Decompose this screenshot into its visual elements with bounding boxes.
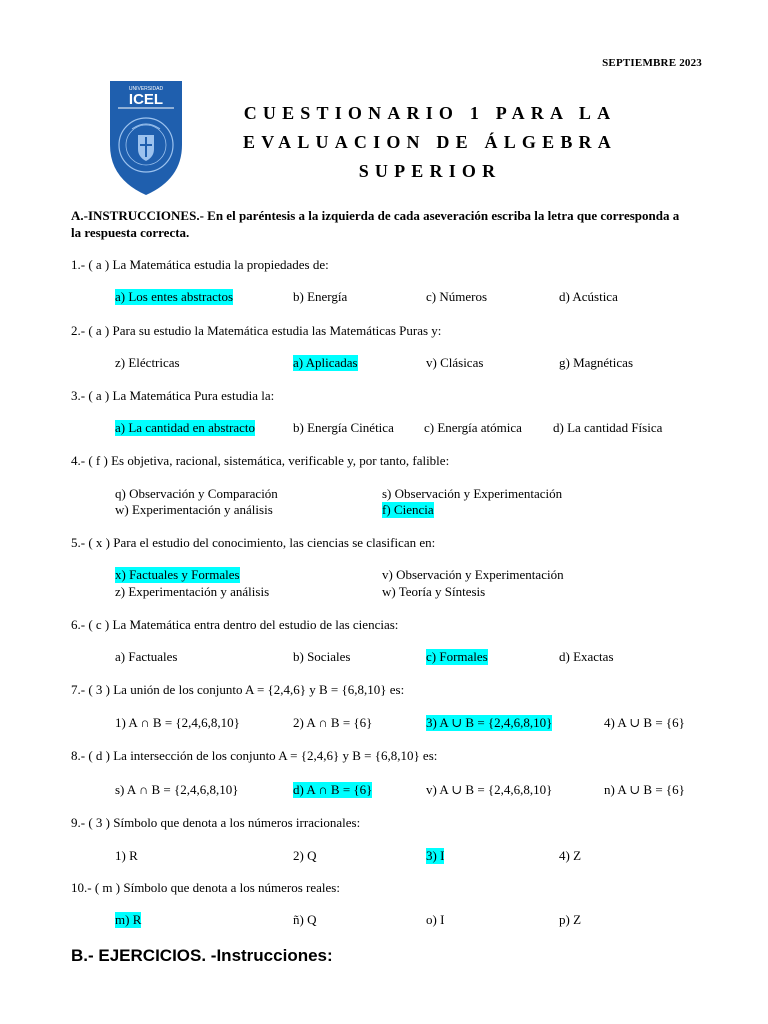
question-2: 2.- ( a ) Para su estudio la Matemática estudia las Matemáticas Puras y: <box>71 323 442 338</box>
question-8: 8.- ( d ) La intersección de los conjunto A = {2,4,6} y B = {6,8,10} es: <box>71 748 438 763</box>
option-3c: c) Energía atómica <box>424 420 522 435</box>
option-6b: b) Sociales <box>293 649 351 664</box>
title-line-2: EVALUACION DE ÁLGEBRA <box>243 132 617 152</box>
option-6d: d) Exactas <box>559 649 614 664</box>
option-5b: v) Observación y Experimentación <box>382 567 564 582</box>
option-1c: c) Números <box>426 289 488 304</box>
icel-logo <box>108 79 184 197</box>
option-10a: m) R <box>115 912 142 927</box>
option-6c: c) Formales <box>426 649 488 664</box>
option-5a: x) Factuales y Formales <box>115 567 240 582</box>
question-7: 7.- ( 3 ) La unión de los conjunto A = {2,4,6} y B = {6,8,10} es: <box>71 682 405 697</box>
option-8c: v) A ∪ B = {2,4,6,8,10} <box>426 782 553 797</box>
option-9a: 1) R <box>115 848 138 863</box>
option-2b: a) Aplicadas <box>293 355 358 370</box>
option-8a: s) A ∩ B = {2,4,6,8,10} <box>115 782 239 797</box>
question-10: 10.- ( m ) Símbolo que denota a los números reales: <box>71 880 340 895</box>
option-9d: 4) Z <box>559 848 582 863</box>
option-2c: v) Clásicas <box>426 355 484 370</box>
option-8d: n) A ∪ B = {6} <box>604 782 685 797</box>
option-3a: a) La cantidad en abstracto <box>115 420 256 435</box>
option-3d: d) La cantidad Física <box>553 420 663 435</box>
question-4: 4.- ( f ) Es objetiva, racional, sistemática, verificable y, por tanto, falible: <box>71 453 450 468</box>
option-2d: g) Magnéticas <box>559 355 634 370</box>
question-5: 5.- ( x ) Para el estudio del conocimiento, las ciencias se clasifican en: <box>71 535 436 550</box>
option-6a: a) Factuales <box>115 649 178 664</box>
option-2a: z) Eléctricas <box>115 355 180 370</box>
question-1: 1.- ( a ) La Matemática estudia la propiedades de: <box>71 257 329 272</box>
option-7b: 2) A ∩ B = {6} <box>293 715 373 730</box>
question-9: 9.- ( 3 ) Símbolo que denota a los números irracionales: <box>71 815 361 830</box>
option-4b: s) Observación y Experimentación <box>382 486 563 501</box>
instructions: A.-INSTRUCCIONES.- En el paréntesis a la izquierda de cada aseveración escriba la letra que corresponda a la respuesta correcta. <box>71 208 680 240</box>
option-10b: ñ) Q <box>293 912 317 927</box>
option-7c: 3) A ∪ B = {2,4,6,8,10} <box>426 715 553 730</box>
option-4c: w) Experimentación y análisis <box>115 502 273 517</box>
option-10c: o) I <box>426 912 445 927</box>
option-8b: d) A ∩ B = {6} <box>293 782 373 797</box>
option-4a: q) Observación y Comparación <box>115 486 278 501</box>
option-1a: a) Los entes abstractos <box>115 289 234 304</box>
question-6: 6.- ( c ) La Matemática entra dentro del estudio de las ciencias: <box>71 617 399 632</box>
option-4d: f) Ciencia <box>382 502 434 517</box>
document-title <box>230 99 630 186</box>
option-9c: 3) I <box>426 848 445 863</box>
document-date: SEPTIEMBRE 2023 <box>602 57 702 69</box>
section-b-heading: B.- EJERCICIOS. -Instrucciones: <box>71 946 333 965</box>
option-7d: 4) A ∪ B = {6} <box>604 715 685 730</box>
title-line-1: CUESTIONARIO 1 PARA LA <box>243 103 617 123</box>
option-10d: p) Z <box>559 912 582 927</box>
option-1b: b) Energía <box>293 289 348 304</box>
option-5d: w) Teoría y Síntesis <box>382 584 486 599</box>
option-5c: z) Experimentación y análisis <box>115 584 270 599</box>
option-7a: 1) A ∩ B = {2,4,6,8,10} <box>115 715 240 730</box>
logo-text-top: UNIVERSIDAD <box>128 86 164 92</box>
option-1d: d) Acústica <box>559 289 618 304</box>
title-line-3: SUPERIOR <box>358 161 502 181</box>
option-9b: 2) Q <box>293 848 317 863</box>
question-3: 3.- ( a ) La Matemática Pura estudia la: <box>71 388 275 403</box>
option-3b: b) Energía Cinética <box>293 420 394 435</box>
logo-text: ICEL <box>128 91 164 108</box>
